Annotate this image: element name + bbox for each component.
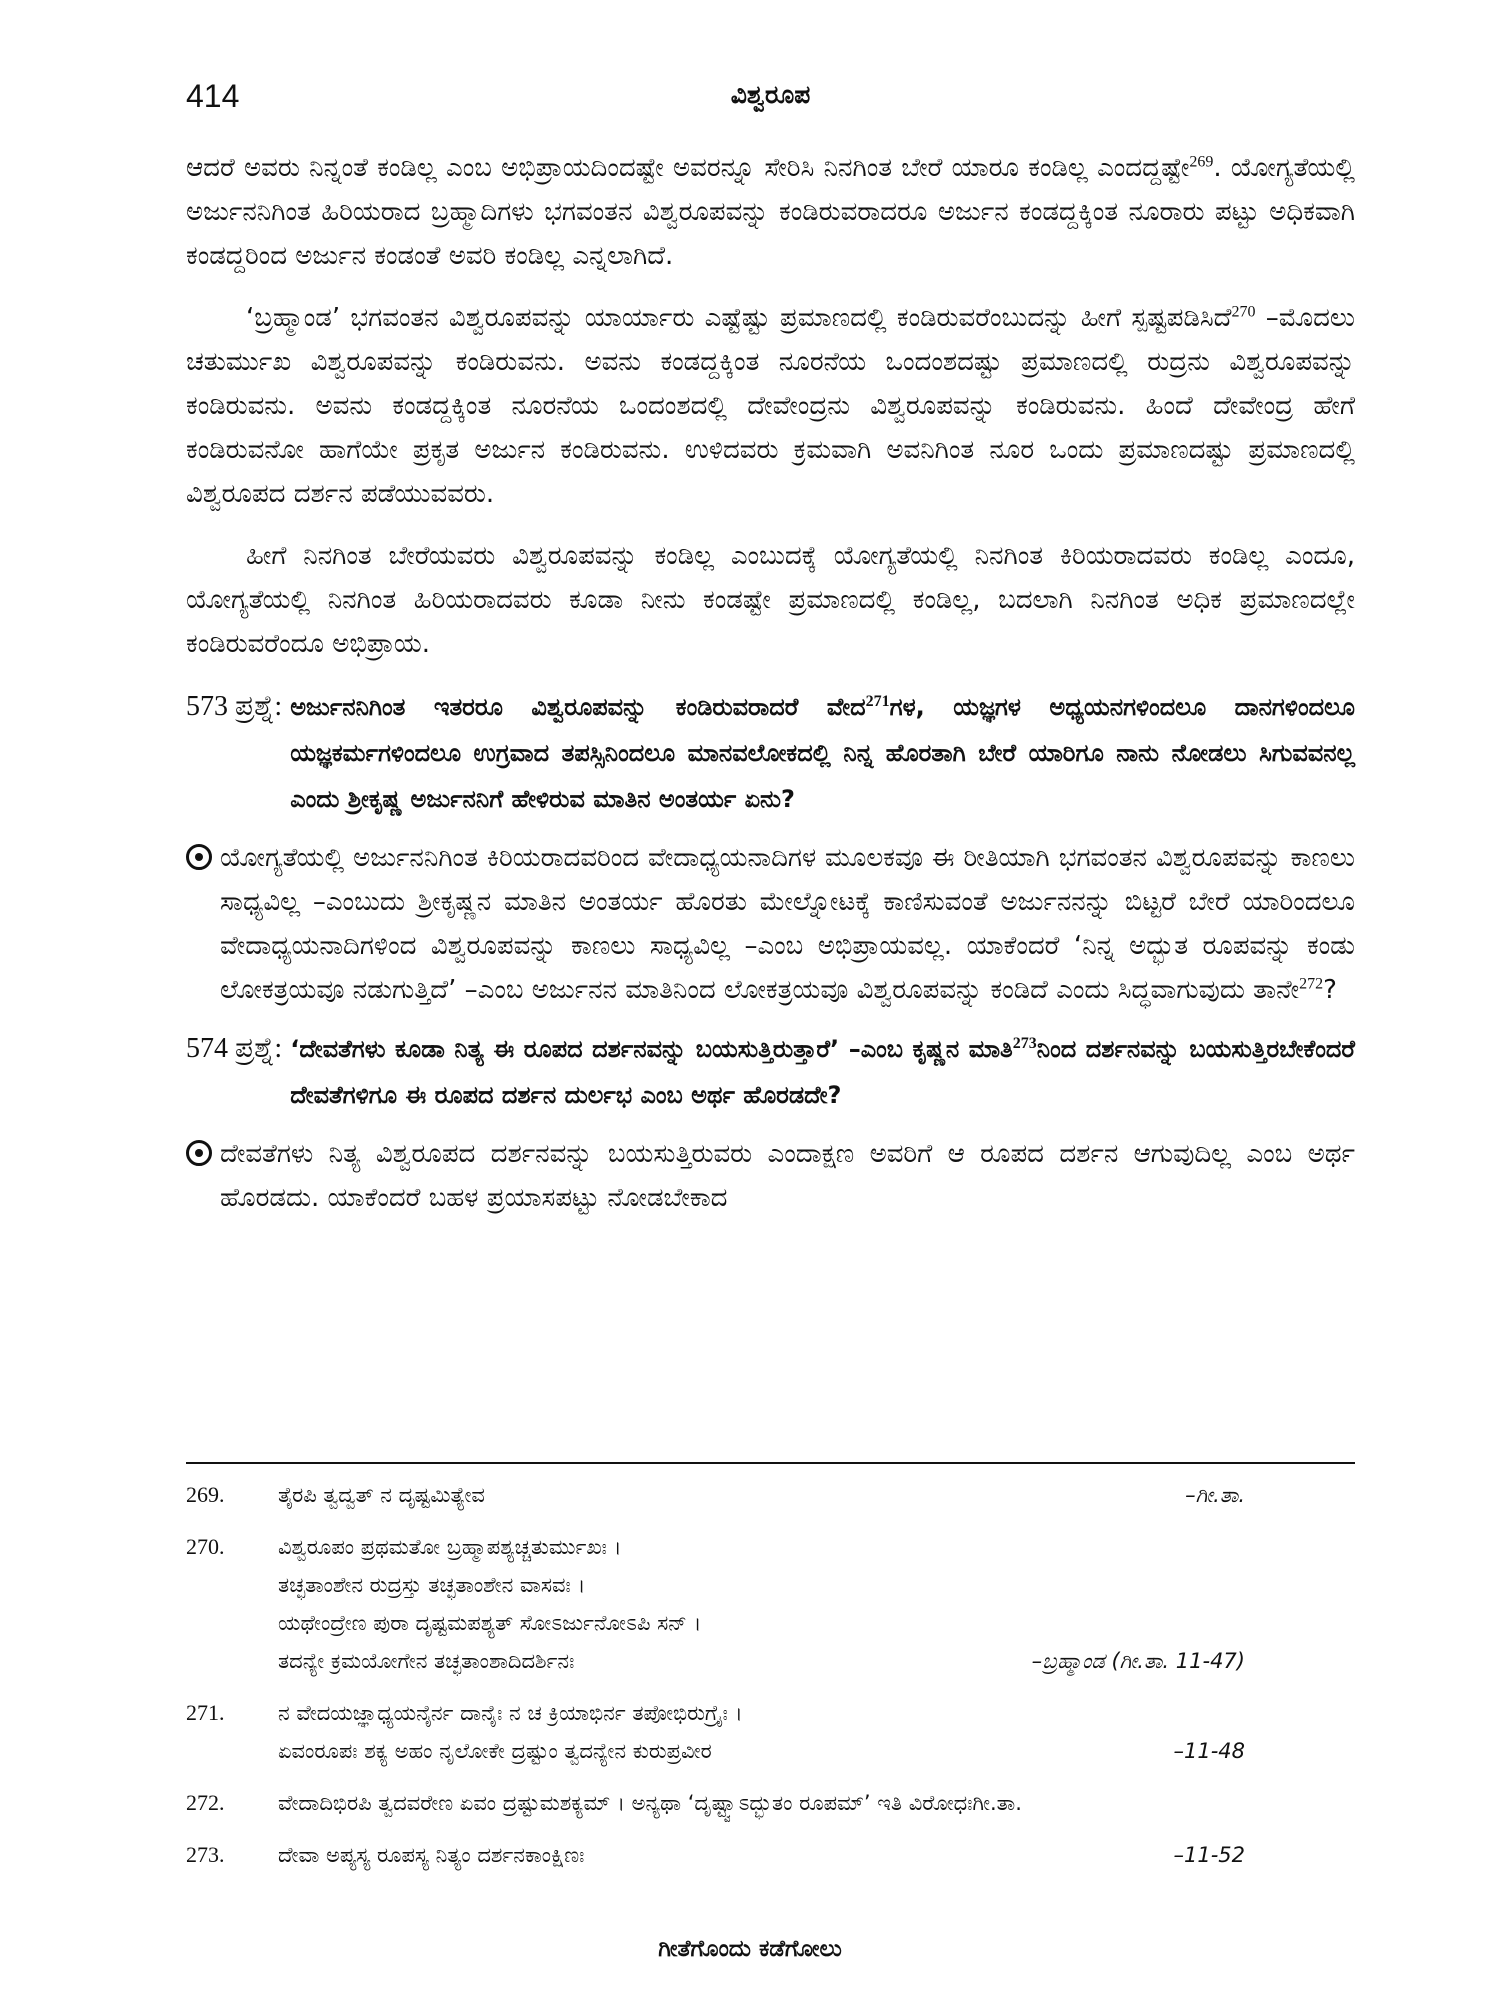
footnote-269 [186, 1476, 1355, 1514]
footnote-text: ಏವಂರೂಪಃ ಶಕ್ಯ ಅಹಂ ನೃಲೋಕೇ ದ್ರಷ್ಟುಂ ತ್ವದನ್ಯೇನ ಕುರುಪ್ರವೀರ [278, 1739, 712, 1763]
question-573 [186, 684, 1355, 822]
footnote-ref: 270 [1231, 303, 1256, 321]
footnote-270 [186, 1528, 1355, 1680]
question-574 [186, 1026, 1355, 1118]
answer-574 [186, 1132, 1355, 1220]
page-header [186, 78, 1355, 128]
paragraph: ಹೀಗೆ ನಿನಗಿಂತ ಬೇರೆಯವರು ವಿಶ್ವರೂಪವನ್ನು ಕಂಡಿಲ್ಲ ಎಂಬುದಕ್ಕೆ ಯೋಗ್ಯತೆಯಲ್ಲಿ ನಿನಗಿಂತ ಕಿರಿಯರಾದವರು ಕಂಡಿಲ್ಲ ಎಂದೂ, ಯೋಗ್ಯತೆಯಲ್ಲಿ ನಿನಗಿಂತ ಹಿರಿಯರಾದವರು ಕೂಡಾ ನೀನು ಕಂಡಷ್ಟೇ ಪ್ರಮಾಣದಲ್ಲಿ ಕಂಡಿಲ್ಲ, ಬದಲಾಗಿ ನಿನಗಿಂತ ಅಧಿಕ ಪ್ರಮಾಣದಲ್ಲೇ ಕಂಡಿರುವರೆಂದೂ ಅಭಿಪ್ರಾಯ. [186, 541, 1355, 659]
footnote-number: 269. [186, 1482, 225, 1507]
answer-text [220, 1132, 1355, 1220]
paragraph-text: ಆದರೆ ಅವರು ನಿನ್ನಂತೆ ಕಂಡಿಲ್ಲ ಎಂಬ ಅಭಿಪ್ರಾಯದಿಂದಷ್ಟೇ ಅವರನ್ನೂ ಸೇರಿಸಿ ನಿನಗಿಂತ ಬೇರೆ ಯಾರೂ ಕಂಡಿಲ್ಲ ಎಂದದ್ದಷ್ಟೇ [186, 153, 1190, 183]
paragraph-text: ‘ಬ್ರಹ್ಮಾಂಡ’ ಭಗವಂತನ ವಿಶ್ವರೂಪವನ್ನು ಯಾರ್ಯಾರು ಎಷ್ಟೆಷ್ಟು ಪ್ರಮಾಣದಲ್ಲಿ ಕಂಡಿರುವರೆಂಬುದನ್ನು ಹೀಗೆ ಸ್ಪಷ್ಟಪಡಿಸಿದೆ [246, 303, 1232, 333]
question-text [290, 1026, 1355, 1118]
paragraph [186, 146, 1355, 278]
answer-text-part: ದೇವತೆಗಳು ನಿತ್ಯ ವಿಶ್ವರೂಪದ ದರ್ಶನವನ್ನು ಬಯಸುತ್ತಿರುವರು ಎಂದಾಕ್ಷಣ ಅವರಿಗೆ ಆ ರೂಪದ ದರ್ಶನ ಆಗುವುದಿಲ್ಲ ಎಂಬ ಅರ್ಥ ಹೊರಡದು. ಯಾಕೆಂದರೆ ಬಹಳ ಪ್ರಯಾಸಪಟ್ಟು ನೋಡಬೇಕಾದ [220, 1139, 1355, 1213]
answer-text [220, 836, 1355, 1012]
answer-bullet-icon [186, 1140, 212, 1166]
footnote-number: 271. [186, 1700, 225, 1725]
footnote-text: ಯಥೇಂದ್ರೇಣ ಪುರಾ ದೃಷ್ಟಮಪಶ್ಯತ್ ಸೋಽರ್ಜುನೋಽಪಿ ಸನ್ । [278, 1611, 702, 1635]
footnote-source: –ಬ್ರಹ್ಮಾಂಡ (ಗೀ.ತಾ. 11-47) [1031, 1649, 1245, 1673]
footnote-text: ನ ವೇದಯಜ್ಞಾಧ್ಯಯನೈರ್ನ ದಾನೈಃ ನ ಚ ಕ್ರಿಯಾಭಿರ್ನ ತಪೋಭಿರುಗ್ರೈಃ । [278, 1701, 743, 1725]
paragraph-text: –ಮೊದಲು ಚತುರ್ಮುಖ ವಿಶ್ವರೂಪವನ್ನು ಕಂಡಿರುವನು. ಅವನು ಕಂಡದ್ದಕ್ಕಿಂತ ನೂರನೆಯ ಒಂದಂಶದಷ್ಟು ಪ್ರಮಾಣದಲ್ಲಿ ರುದ್ರನು ವಿಶ್ವರೂಪವನ್ನು ಕಂಡಿರುವನು. ಅವನು ಕಂಡದ್ದಕ್ಕಿಂತ ನೂರನೆಯ ಒಂದಂಶದಲ್ಲಿ ದೇವೇಂದ್ರನು ವಿಶ್ವರೂಪವನ್ನು ಕಂಡಿರುವನು. ಹಿಂದೆ ದೇವೇಂದ್ರ ಹೇಗೆ ಕಂಡಿರುವನೋ ಹಾಗೆಯೇ ಪ್ರಕೃತ ಅರ್ಜುನ ಕಂಡಿರುವನು. ಉಳಿದವರು ಕ್ರಮವಾಗಿ ಅವನಿಗಿಂತ ನೂರ ಒಂದು ಪ್ರಮಾಣದಷ್ಟು ಪ್ರಮಾಣದಲ್ಲಿ ವಿಶ್ವರೂಪದ ದರ್ಶನ ಪಡೆಯುವವರು. [186, 303, 1355, 509]
footnote-source: –11-48 [1173, 1739, 1245, 1763]
footnote-ref: 271 [865, 693, 890, 710]
footnote-ref: 272 [1299, 975, 1324, 993]
footnote-text: ತಚ್ಛತಾಂಶೇನ ರುದ್ರಸ್ತು ತಚ್ಛತಾಂಶೇನ ವಾಸವಃ । [278, 1573, 586, 1597]
footnote-text: ವೇದಾದಿಭಿರಪಿ ತ್ವದವರೇಣ ಏವಂ ದ್ರಷ್ಟುಮಶಕ್ಯಮ್ । ಅನ್ಯಥಾ ‘ದೃಷ್ಟ್ವಾಽದ್ಭುತಂ ರೂಪಮ್’ ಇತಿ ವಿರೋಧಃ [278, 1791, 973, 1815]
question-number: 574 ಪ್ರಶ್ನೆ: [186, 1033, 283, 1064]
footnote-text: ತೈರಪಿ ತ್ವದ್ವತ್ ನ ದೃಷ್ಟಮಿತ್ಯೇವ [278, 1483, 485, 1507]
question-text-part: ‘ದೇವತೆಗಳು ಕೂಡಾ ನಿತ್ಯ ಈ ರೂಪದ ದರ್ಶನವನ್ನು ಬಯಸುತ್ತಿರುತ್ತಾರೆ’ –ಎಂಬ ಕೃಷ್ಣನ ಮಾತಿ [290, 1035, 1013, 1063]
footnote-divider [186, 1462, 1355, 1464]
paragraph [186, 296, 1355, 516]
footnote-number: 272. [186, 1790, 225, 1815]
footnote-number: 270. [186, 1534, 225, 1559]
footnote-source: –11-52 [1173, 1843, 1245, 1867]
footnote-273 [186, 1836, 1355, 1874]
page-body [186, 146, 1355, 1234]
question-text [290, 684, 1355, 822]
answer-text-part: ಯೋಗ್ಯತೆಯಲ್ಲಿ ಅರ್ಜುನನಿಗಿಂತ ಕಿರಿಯರಾದವರಿಂದ ವೇದಾಧ್ಯಯನಾದಿಗಳ ಮೂಲಕವೂ ಈ ರೀತಿಯಾಗಿ ಭಗವಂತನ ವಿಶ್ವರೂಪವನ್ನು ಕಾಣಲು ಸಾಧ್ಯವಿಲ್ಲ –ಎಂಬುದು ಶ್ರೀಕೃಷ್ಣನ ಮಾತಿನ ಅಂತರ್ಯ ಹೊರತು ಮೇಲ್ನೋಟಕ್ಕೆ ಕಾಣಿಸುವಂತೆ ಅರ್ಜುನನನ್ನು ಬಿಟ್ಟರೆ ಬೇರೆ ಯಾರಿಂದಲೂ ವೇದಾಧ್ಯಯನಾದಿಗಳಿಂದ ವಿಶ್ವರೂಪವನ್ನು ಕಾಣಲು ಸಾಧ್ಯವಿಲ್ಲ –ಎಂಬ ಅಭಿಪ್ರಾಯವಲ್ಲ. ಯಾಕೆಂದರೆ ‘ನಿನ್ನ ಅದ್ಭುತ ರೂಪವನ್ನು ಕಂಡು ಲೋಕತ್ರಯವೂ ನಡುಗುತ್ತಿದೆ’ –ಎಂಬ ಅರ್ಜುನನ ಮಾತಿನಿಂದ ಲೋಕತ್ರಯವೂ ವಿಶ್ವರೂಪವನ್ನು ಕಂಡಿದೆ ಎಂದು ಸಿದ್ಧವಾಗುವುದು ತಾನೇ [220, 843, 1355, 1005]
footnote-text: ತದನ್ಯೇ ಕ್ರಮಯೋಗೇನ ತಚ್ಛತಾಂಶಾದಿದರ್ಶಿನಃ [278, 1649, 575, 1673]
footnote-ref: 273 [1012, 1035, 1037, 1052]
footnote-272 [186, 1784, 1355, 1822]
footnotes [186, 1476, 1355, 1874]
footnote-number: 273. [186, 1842, 225, 1867]
answer-bullet-icon [186, 844, 212, 870]
footnote-271 [186, 1694, 1355, 1770]
question-text-part: ಅರ್ಜುನನಿಗಿಂತ ಇತರರೂ ವಿಶ್ವರೂಪವನ್ನು ಕಂಡಿರುವರಾದರೆ ವೇದ [290, 693, 866, 721]
paragraph-text: . ಯೋಗ್ಯತೆಯಲ್ಲಿ ಅರ್ಜುನನಿಗಿಂತ ಹಿರಿಯರಾದ ಬ್ರಹ್ಮಾದಿಗಳು ಭಗವಂತನ ವಿಶ್ವರೂಪವನ್ನು ಕಂಡಿರುವರಾದರೂ ಅರ್ಜುನ ಕಂಡದ್ದಕ್ಕಿಂತ ನೂರಾರು ಪಟ್ಟು ಅಧಿಕವಾಗಿ ಕಂಡದ್ದರಿಂದ ಅರ್ಜುನ ಕಂಡಂತೆ ಅವರಿ ಕಂಡಿಲ್ಲ ಎನ್ನಲಾಗಿದೆ. [186, 153, 1355, 271]
answer-573 [186, 836, 1355, 1012]
footnote-text: ದೇವಾ ಅಪ್ಯಸ್ಯ ರೂಪಸ್ಯ ನಿತ್ಯಂ ದರ್ಶನಕಾಂಕ್ಷಿಣಃ [278, 1843, 585, 1867]
question-text-part: ಗಳ, ಯಜ್ಞಗಳ ಅಧ್ಯಯನಗಳಿಂದಲೂ ದಾನಗಳಿಂದಲೂ ಯಜ್ಞಕರ್ಮಗಳಿಂದಲೂ ಉಗ್ರವಾದ ತಪಸ್ಸಿನಿಂದಲೂ ಮಾನವಲೋಕದಲ್ಲಿ ನಿನ್ನ ಹೊರತಾಗಿ ಬೇರೆ ಯಾರಿಗೂ ನಾನು ನೋಡಲು ಸಿಗುವವನಲ್ಲ ಎಂದು ಶ್ರೀಕೃಷ್ಣ ಅರ್ಜುನನಿಗೆ ಹೇಳಿರುವ ಮಾತಿನ ಅಂತರ್ಯ ಏನು? [290, 693, 1355, 813]
answer-text-part: ? [1323, 975, 1337, 1005]
footnote-source: ಗೀ.ತಾ. [972, 1791, 1022, 1815]
footnote-source: –ಗೀ.ತಾ. [1185, 1483, 1245, 1507]
running-title: ವಿಶ್ವರೂಪ [730, 80, 811, 109]
footnote-ref: 269 [1189, 153, 1214, 171]
question-text-part: ನಿಂದ ದರ್ಶನವನ್ನು ಬಯಸುತ್ತಿರಬೇಕೆಂದರೆ ದೇವತೆಗಳಿಗೂ ಈ ರೂಪದ ದರ್ಶನ ದುರ್ಲಭ ಎಂಬ ಅರ್ಥ ಹೊರಡದೇ? [290, 1035, 1355, 1109]
question-number: 573 ಪ್ರಶ್ನೆ: [186, 691, 283, 722]
page-number: 414 [186, 78, 240, 114]
book-title-footer: ಗೀತೆಗೊಂದು ಕಡೆಗೋಲು [658, 1936, 842, 1962]
footnote-text: ವಿಶ್ವರೂಪಂ ಪ್ರಥಮತೋ ಬ್ರಹ್ಮಾಪಶ್ಯಚ್ಚತುರ್ಮುಖಃ । [278, 1535, 622, 1559]
